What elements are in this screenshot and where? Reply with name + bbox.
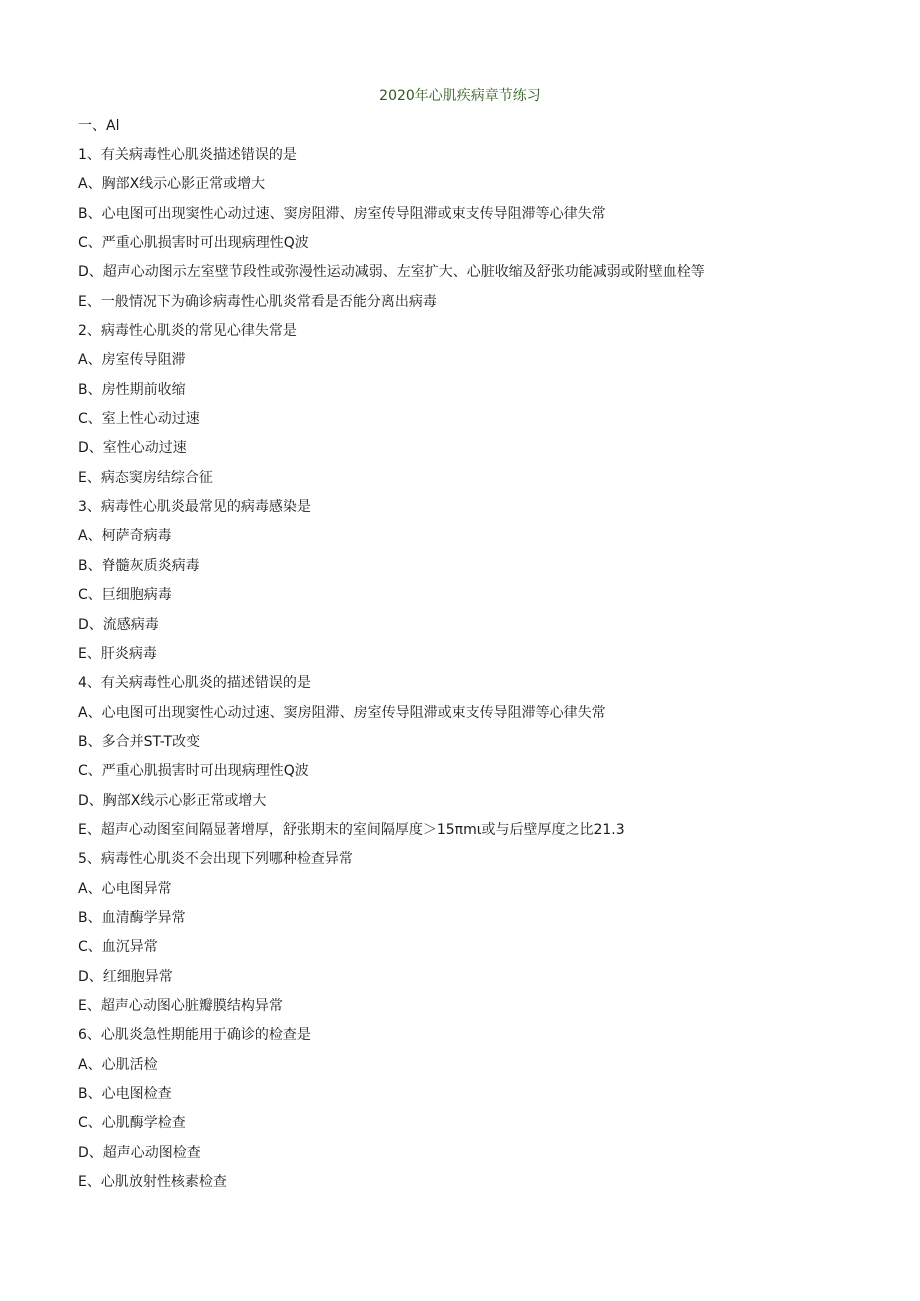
question-3-option-d: D、流感病毒 — [78, 616, 159, 633]
question-3-option-a: A、柯萨奇病毒 — [78, 528, 172, 545]
question-1-option-c: C、严重心肌损害时可出现病理性Q波 — [78, 235, 309, 252]
question-1-option-a: A、胸部X线示心影正常或增大 — [78, 176, 266, 193]
question-2-option-d: D、室性心动过速 — [78, 440, 187, 457]
question-1-option-e: E、一般情况下为确诊病毒性心肌炎常看是否能分离出病毒 — [78, 293, 437, 310]
question-6-option-d: D、超声心动图检查 — [78, 1144, 201, 1161]
question-3-option-c: C、巨细胞病毒 — [78, 587, 172, 604]
question-1-stem: 1、有关病毒性心肌炎描述错误的是 — [78, 147, 297, 163]
question-5-option-d: D、红细胞异常 — [78, 968, 173, 985]
question-6-option-c: C、心肌酶学检查 — [78, 1115, 186, 1132]
document-title: 2020年心肌疾病章节练习 — [379, 88, 541, 104]
question-4-option-e: E、超声心动图室间隔显著增厚，舒张期末的室间隔厚度＞15πmι或与后壁厚度之比21.3 — [78, 821, 625, 838]
question-3-option-e: E、肝炎病毒 — [78, 645, 157, 662]
question-4-option-a: A、心电图可出现窦性心动过速、窦房阻滞、房室传导阻滞或束支传导阻滞等心律失常 — [78, 704, 606, 721]
question-5-stem: 5、病毒性心肌炎不会出现下列哪种检查异常 — [78, 851, 353, 868]
question-5-option-e: E、超声心动图心脏瓣膜结构异常 — [78, 997, 283, 1014]
section-heading: 一、Al — [78, 118, 120, 134]
question-2-option-b: B、房性期前收缩 — [78, 381, 186, 398]
question-2-option-a: A、房室传导阻滞 — [78, 352, 186, 369]
question-list — [78, 144, 908, 1200]
question-4-option-b: B、多合并ST-T改变 — [78, 733, 201, 750]
question-2-option-e: E、病态窦房结综合征 — [78, 469, 213, 486]
question-6-option-b: B、心电图检查 — [78, 1086, 172, 1102]
question-1-option-b: B、心电图可出现窦性心动过速、窦房阻滞、房室传导阻滞或束支传导阻滞等心律失常 — [78, 205, 606, 222]
question-4-option-d: D、胸部X线示心影正常或增大 — [78, 792, 267, 809]
question-5-option-a: A、心电图异常 — [78, 880, 172, 897]
question-4-stem: 4、有关病毒性心肌炎的描述错误的是 — [78, 675, 311, 692]
question-2-stem: 2、病毒性心肌炎的常见心律失常是 — [78, 323, 297, 340]
question-6-option-a: A、心肌活检 — [78, 1056, 158, 1073]
question-3-option-b: B、脊髓灰质炎病毒 — [78, 557, 200, 574]
question-1-option-d: D、超声心动图示左室壁节段性或弥漫性运动减弱、左室扩大、心脏收缩及舒张功能减弱或附壁血栓等 — [78, 264, 705, 281]
question-6-stem: 6、心肌炎急性期能用于确诊的检查是 — [78, 1027, 311, 1044]
question-5-option-c: C、血沉异常 — [78, 939, 158, 956]
question-4-option-c: C、严重心肌损害时可出现病理性Q波 — [78, 763, 309, 780]
question-2-option-c: C、室上性心动过速 — [78, 411, 200, 428]
question-5-option-b: B、血清酶学异常 — [78, 909, 186, 926]
question-6-option-e: E、心肌放射性核素检查 — [78, 1174, 227, 1191]
question-3-stem: 3、病毒性心肌炎最常见的病毒感染是 — [78, 499, 311, 516]
